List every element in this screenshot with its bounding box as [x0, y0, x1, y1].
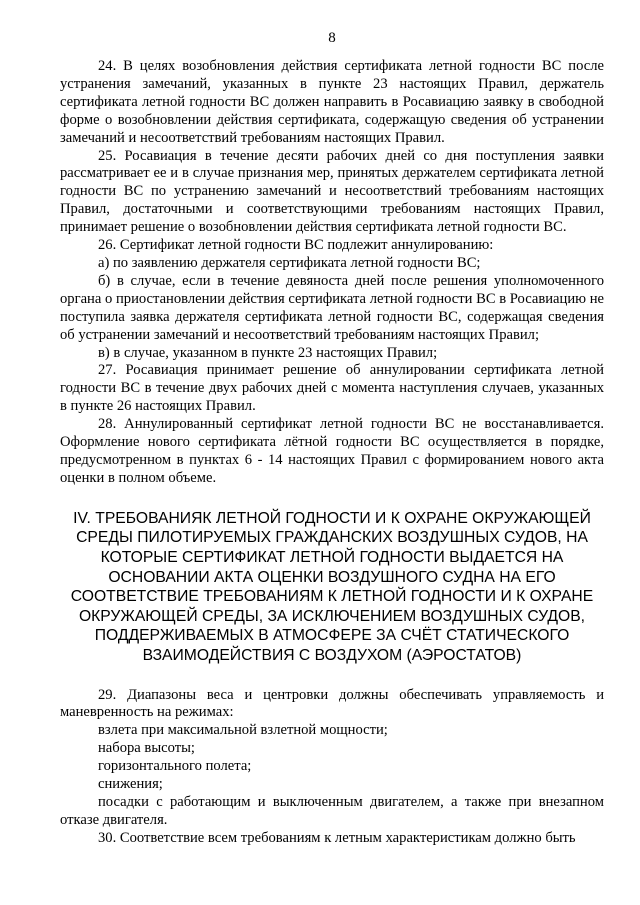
- paragraph-26-v: в) в случае, указанном в пункте 23 настоящих Правил;: [98, 344, 438, 361]
- paragraph-27: 27. Росавиация принимает решение об аннулировании сертификата летной годности ВС в течение двух рабочих дней с момента наступления случаев, указанных в пункте 26 настоящих Правил.: [60, 362, 604, 415]
- paragraph-30: 30. Соответствие всем требованиям к летным характеристикам должно быть: [98, 829, 576, 846]
- body-text-before: [60, 58, 604, 488]
- section-heading: IV. ТРЕБОВАНИЯК ЛЕТНОЙ ГОДНОСТИ И К ОХРАНЕ ОКРУЖАЮЩЕЙ СРЕДЫ ПИЛОТИРУЕМЫХ ГРАЖДАНСКИХ ВОЗДУШНЫХ СУДОВ, НА КОТОРЫЕ СЕРТИФИКАТ ЛЕТНОЙ ГОДНОСТИ ВЫДАЕТСЯ НА ОСНОВАНИИ АКТА ОЦЕНКИ ВОЗДУШНОГО СУДНА НА ЕГО СООТВЕТСТВИЕ ТРЕБОВАНИЯМ К ЛЕТНОЙ ГОДНОСТИ И К ОХРАНЕ ОКРУЖАЮЩЕЙ СРЕДЫ, ЗА ИСКЛЮЧЕНИЕМ ВОЗДУШНЫХ СУДОВ, ПОДДЕРЖИВАЕМЫХ В АТМОСФЕРЕ ЗА СЧЁТ СТАТИЧЕСКОГО ВЗАИМОДЕЙСТВИЯ С ВОЗДУХОМ (АЭРОСТАТОВ): [70, 509, 594, 664]
- paragraph-29-item-descent: снижения;: [98, 776, 163, 793]
- paragraph-29: 29. Диапазоны веса и центровки должны обеспечивать управляемость и маневренность на режимах:: [60, 686, 604, 721]
- paragraph-28: 28. Аннулированный сертификат летной годности ВС не восстанавливается. Оформление нового сертификата лётной годности ВС осуществляется в порядке, предусмотренном в пунктах 6 - 14 настоящих Правил с формированием нового акта оценки в полном объеме.: [60, 416, 604, 486]
- document-page: [60, 28, 604, 848]
- paragraph-26: 26. Сертификат летной годности ВС подлежит аннулированию:: [98, 237, 494, 254]
- paragraph-26-a: а) по заявлению держателя сертификата летной годности ВС;: [98, 254, 481, 271]
- paragraph-29-item-climb: набора высоты;: [98, 740, 195, 757]
- body-text-after: [60, 687, 604, 848]
- paragraph-26-b: б) в случае, если в течение девяноста дней после решения уполномоченного органа о приостановлении действия сертификата летной годности ВС в Росавиацию не поступила заявка держателя сертификата летной годности ВС, содержащая сведения об устранении замечаний и несоответствий требованиям настоящих Правил;: [60, 272, 604, 343]
- paragraph-24: 24. В целях возобновления действия сертификата летной годности ВС после устранения замечаний, указанных в пункте 23 настоящих Правил, держатель сертификата летной годности ВС должен направить в Росавиацию заявку в свободной форме о возобновлении действия сертификата, содержащую сведения об устранении замечаний и несоответствий требованиям настоящих Правил.: [60, 58, 604, 146]
- paragraph-29-item-level-flight: горизонтального полета;: [98, 758, 252, 775]
- paragraph-29-item-takeoff: взлета при максимальной взлетной мощности;: [98, 722, 388, 739]
- paragraph-25: 25. Росавиация в течение десяти рабочих дней со дня поступления заявки рассматривает ее и в случае признания мер, принятых держателем сертификата летной годности ВС по устранению замечаний и несоответствий требованиям настоящих Правил, достаточными и соответствующими требованиям настоящих Правил, принимает решение о возобновлении действия сертификата летной годности ВС.: [60, 147, 604, 236]
- page-number: 8: [328, 30, 336, 46]
- paragraph-29-item-landing: посадки с работающим и выключенным двигателем, а также при внезапном отказе двигателя.: [60, 793, 604, 828]
